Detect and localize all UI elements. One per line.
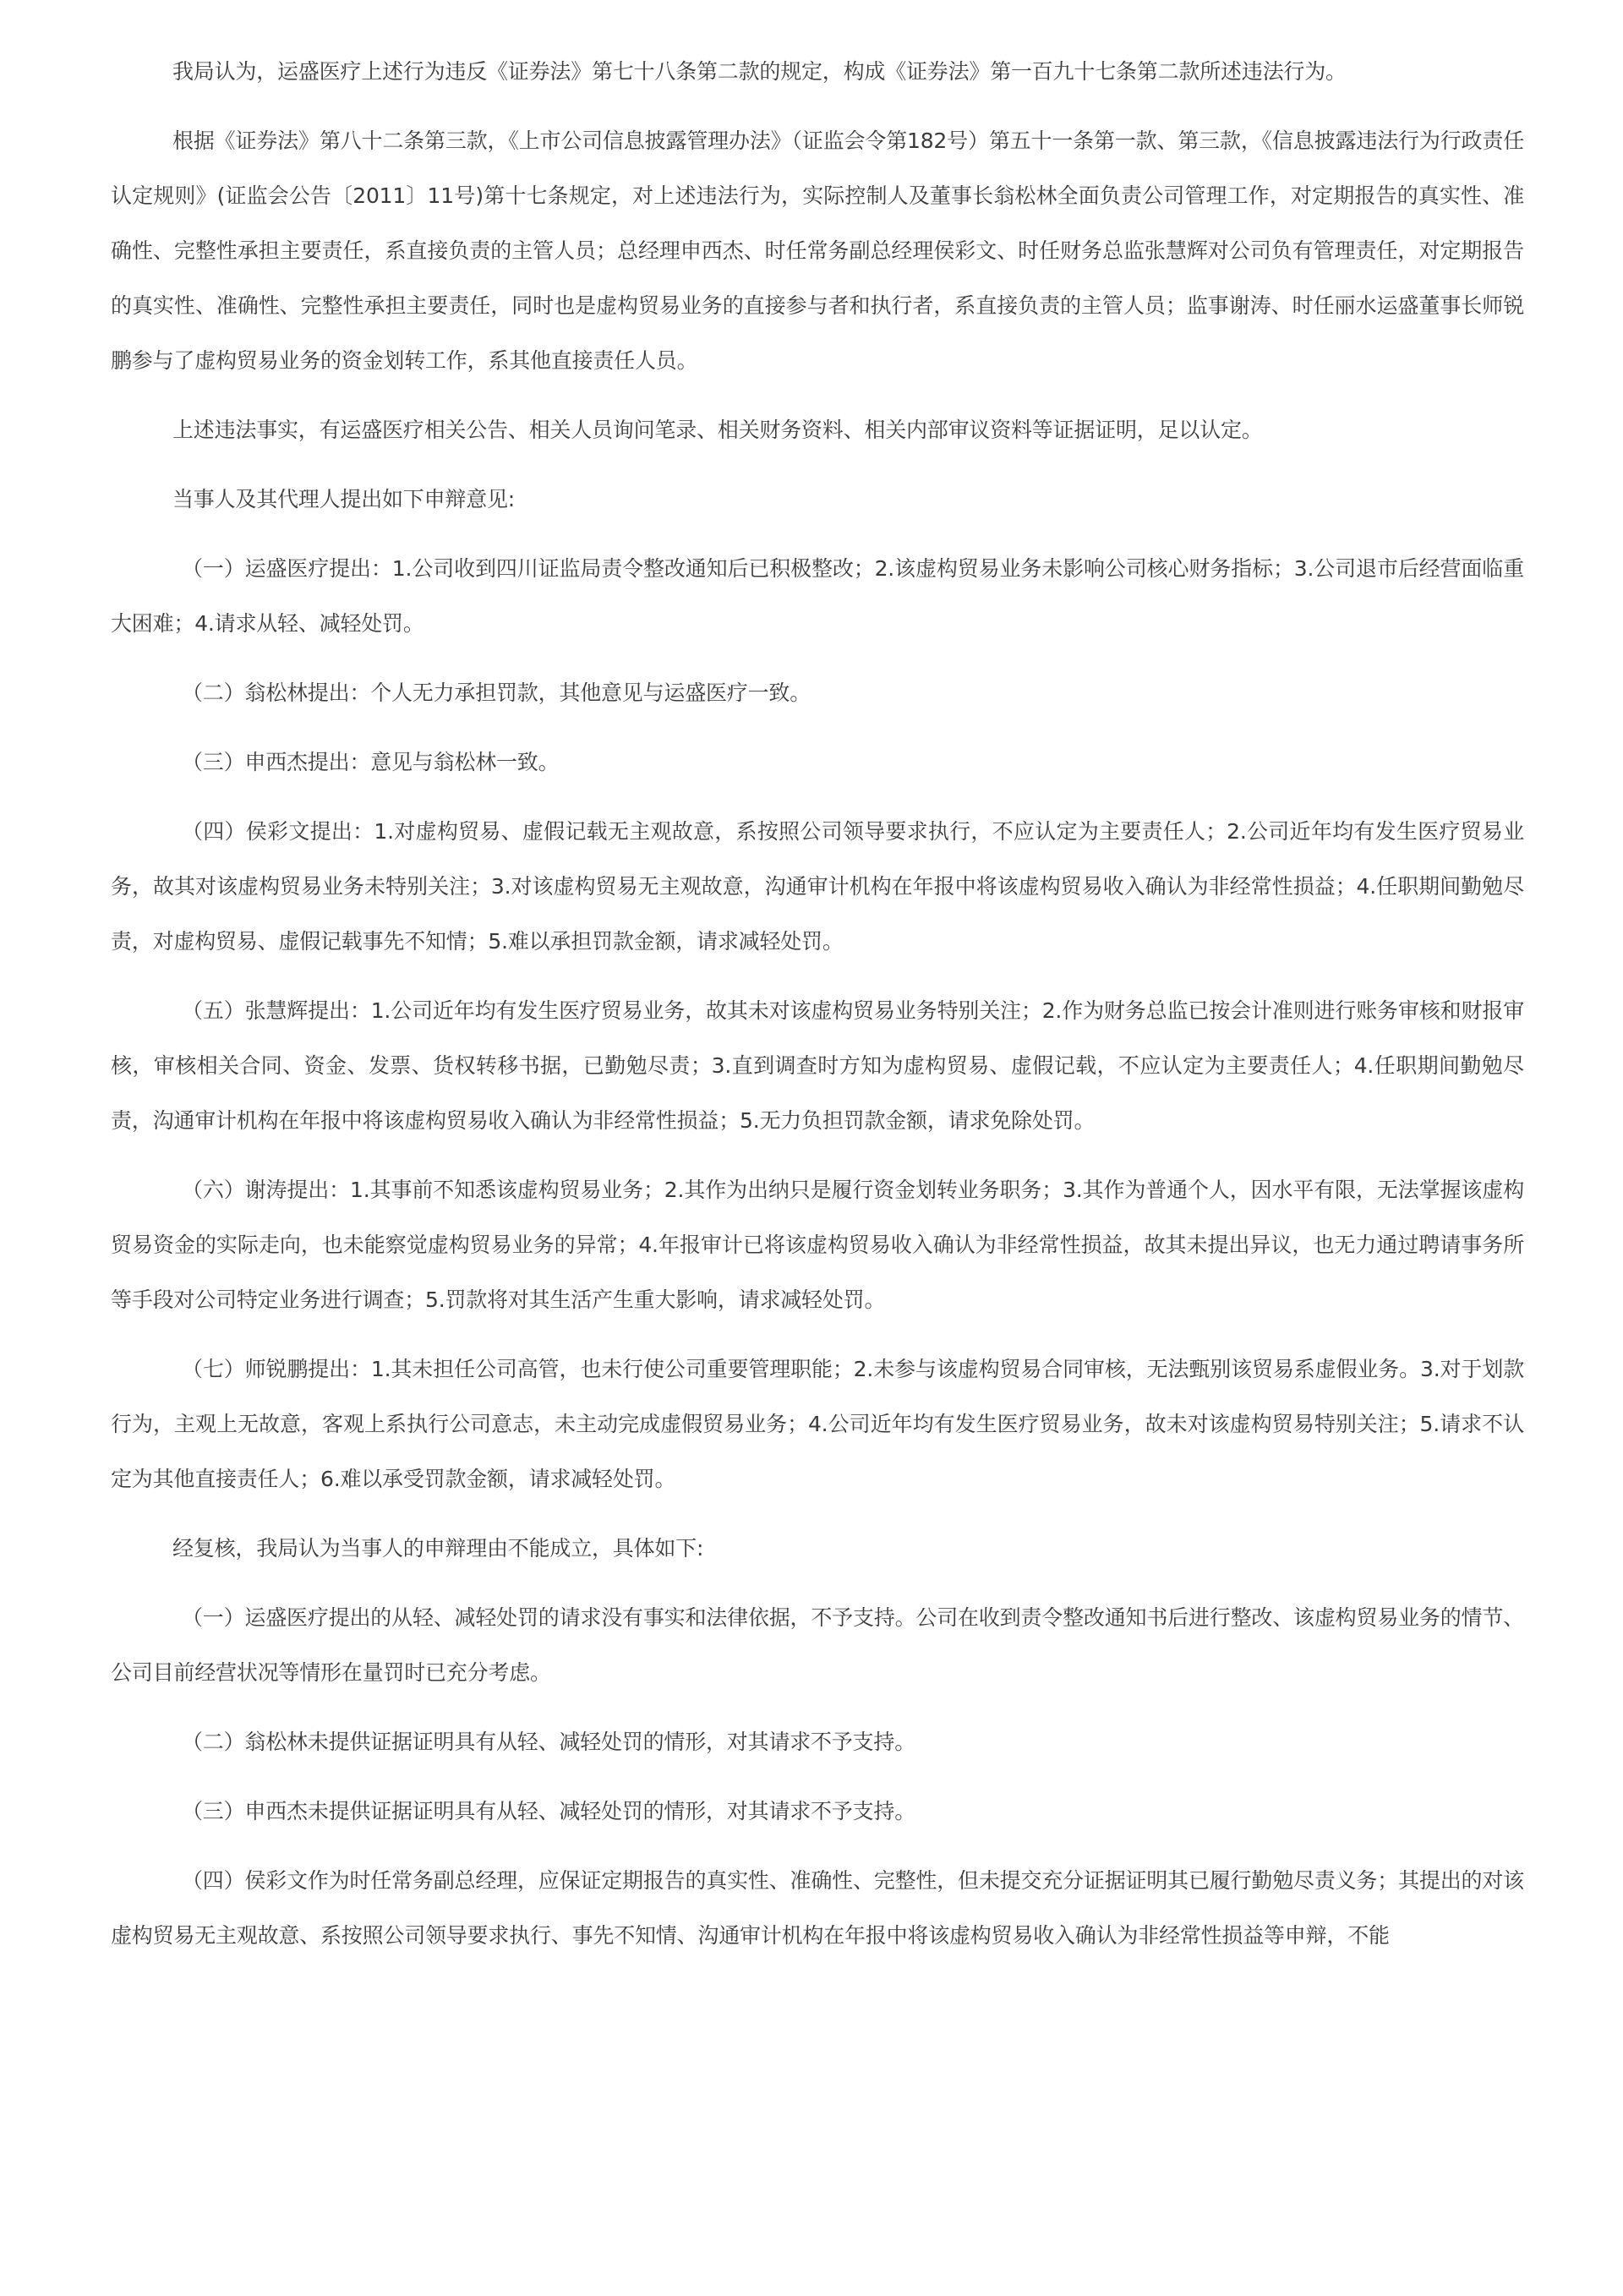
defense-item-2: （二）翁松林提出：个人无力承担罚款，其他意见与运盛医疗一致。 — [182, 681, 812, 705]
review-item-3: （三）申西杰未提供证据证明具有从轻、减轻处罚的情形，对其请求不予支持。 — [182, 1799, 916, 1823]
review-item-1: （一）运盛医疗提出的从轻、减轻处罚的请求没有事实和法律依据，不予支持。公司在收到责令整改通知书后进行整改、该虚构贸易业务的情节、公司目前经营状况等情形在量罚时已充分考虑。 — [111, 1605, 1524, 1685]
paragraph-violation-conclusion: 我局认为，运盛医疗上述行为违反《证券法》第七十八条第二款的规定，构成《证券法》第一百九十七条第二款所述违法行为。 — [172, 59, 1347, 84]
document-body — [111, 44, 1524, 1977]
paragraph-evidence: 上述违法事实，有运盛医疗相关公告、相关人员询问笔录、相关财务资料、相关内部审议资料等证据证明，足以认定。 — [172, 418, 1263, 442]
defense-item-5: （五）张慧辉提出：1.公司近年均有发生医疗贸易业务，故其未对该虚构贸易业务特别关注；2.作为财务总监已按会计准则进行账务审核和财报审核，审核相关合同、资金、发票、货权转移书据，已勤勉尽责；3.直到调查时方知为虚构贸易、虚假记载，不应认定为主要责任人；4.任职期间勤勉尽责，沟通审计机构在年报中将该虚构贸易收入确认为非经常性损益；5.无力负担罚款金额，请求免除处罚。 — [111, 998, 1524, 1133]
defense-item-4: （四）侯彩文提出：1.对虚构贸易、虚假记载无主观故意，系按照公司领导要求执行，不应认定为主要责任人；2.公司近年均有发生医疗贸易业务，故其对该虚构贸易业务未特别关注；3.对该虚构贸易无主观故意，沟通审计机构在年报中将该虚构贸易收入确认为非经常性损益；4.任职期间勤勉尽责，对虚构贸易、虚假记载事先不知情；5.难以承担罚款金额，请求减轻处罚。 — [111, 819, 1524, 954]
defense-item-3: （三）申西杰提出：意见与翁松林一致。 — [182, 750, 560, 774]
defense-item-6: （六）谢涛提出：1.其事前不知悉该虚构贸易业务；2.其作为出纳只是履行资金划转业务职务；3.其作为普通个人，因水平有限，无法掌握该虚构贸易资金的实际走向，也未能察觉虚构贸易业务的异常；4.年报审计已将该虚构贸易收入确认为非经常性损益，故其未提出异议，也无力通过聘请事务所等手段对公司特定业务进行调查；5.罚款将对其生活产生重大影响，请求减轻处罚。 — [111, 1178, 1524, 1312]
defense-item-1: （一）运盛医疗提出：1.公司收到四川证监局责令整改通知后已积极整改；2.该虚构贸易业务未影响公司核心财务指标；3.公司退市后经营面临重大困难；4.请求从轻、减轻处罚。 — [111, 556, 1524, 636]
review-item-4: （四）侯彩文作为时任常务副总经理，应保证定期报告的真实性、准确性、完整性，但未提交充分证据证明其已履行勤勉尽责义务；其提出的对该虚构贸易无主观故意、系按照公司领导要求执行、事先不知情、沟通审计机构在年报中将该虚构贸易收入确认为非经常性损益等申辩，不能 — [111, 1868, 1524, 1948]
paragraph-review-intro: 经复核，我局认为当事人的申辩理由不能成立，具体如下: — [172, 1536, 704, 1561]
paragraph-legal-basis-responsibility: 根据《证券法》第八十二条第三款，《上市公司信息披露管理办法》（证监会令第182号）第五十一条第一款、第三款，《信息披露违法行为行政责任认定规则》(证监会公告〔2011〕11号)第十七条规定，对上述违法行为，实际控制人及董事长翁松林全面负责公司管理工作，对定期报告的真实性、准确性、完整性承担主要责任，系直接负责的主管人员；总经理申西杰、时任常务副总经理侯彩文、时任财务总监张慧辉对公司负有管理责任，对定期报告的真实性、准确性、完整性承担主要责任，同时也是虚构贸易业务的直接参与者和执行者，系直接负责的主管人员；监事谢涛、时任丽水运盛董事长师锐鹏参与了虚构贸易业务的资金划转工作，系其他直接责任人员。 — [111, 128, 1524, 373]
defense-item-7: （七）师锐鹏提出：1.其未担任公司高管，也未行使公司重要管理职能；2.未参与该虚构贸易合同审核，无法甄别该贸易系虚假业务。3.对于划款行为，主观上无故意，客观上系执行公司意志，未主动完成虚假贸易业务；4.公司近年均有发生医疗贸易业务，故未对该虚构贸易特别关注；5.请求不认定为其他直接责任人；6.难以承受罚款金额，请求减轻处罚。 — [111, 1357, 1524, 1491]
review-item-2: （二）翁松林未提供证据证明具有从轻、减轻处罚的情形，对其请求不予支持。 — [182, 1730, 916, 1754]
paragraph-defense-intro: 当事人及其代理人提出如下申辩意见: — [172, 487, 516, 511]
